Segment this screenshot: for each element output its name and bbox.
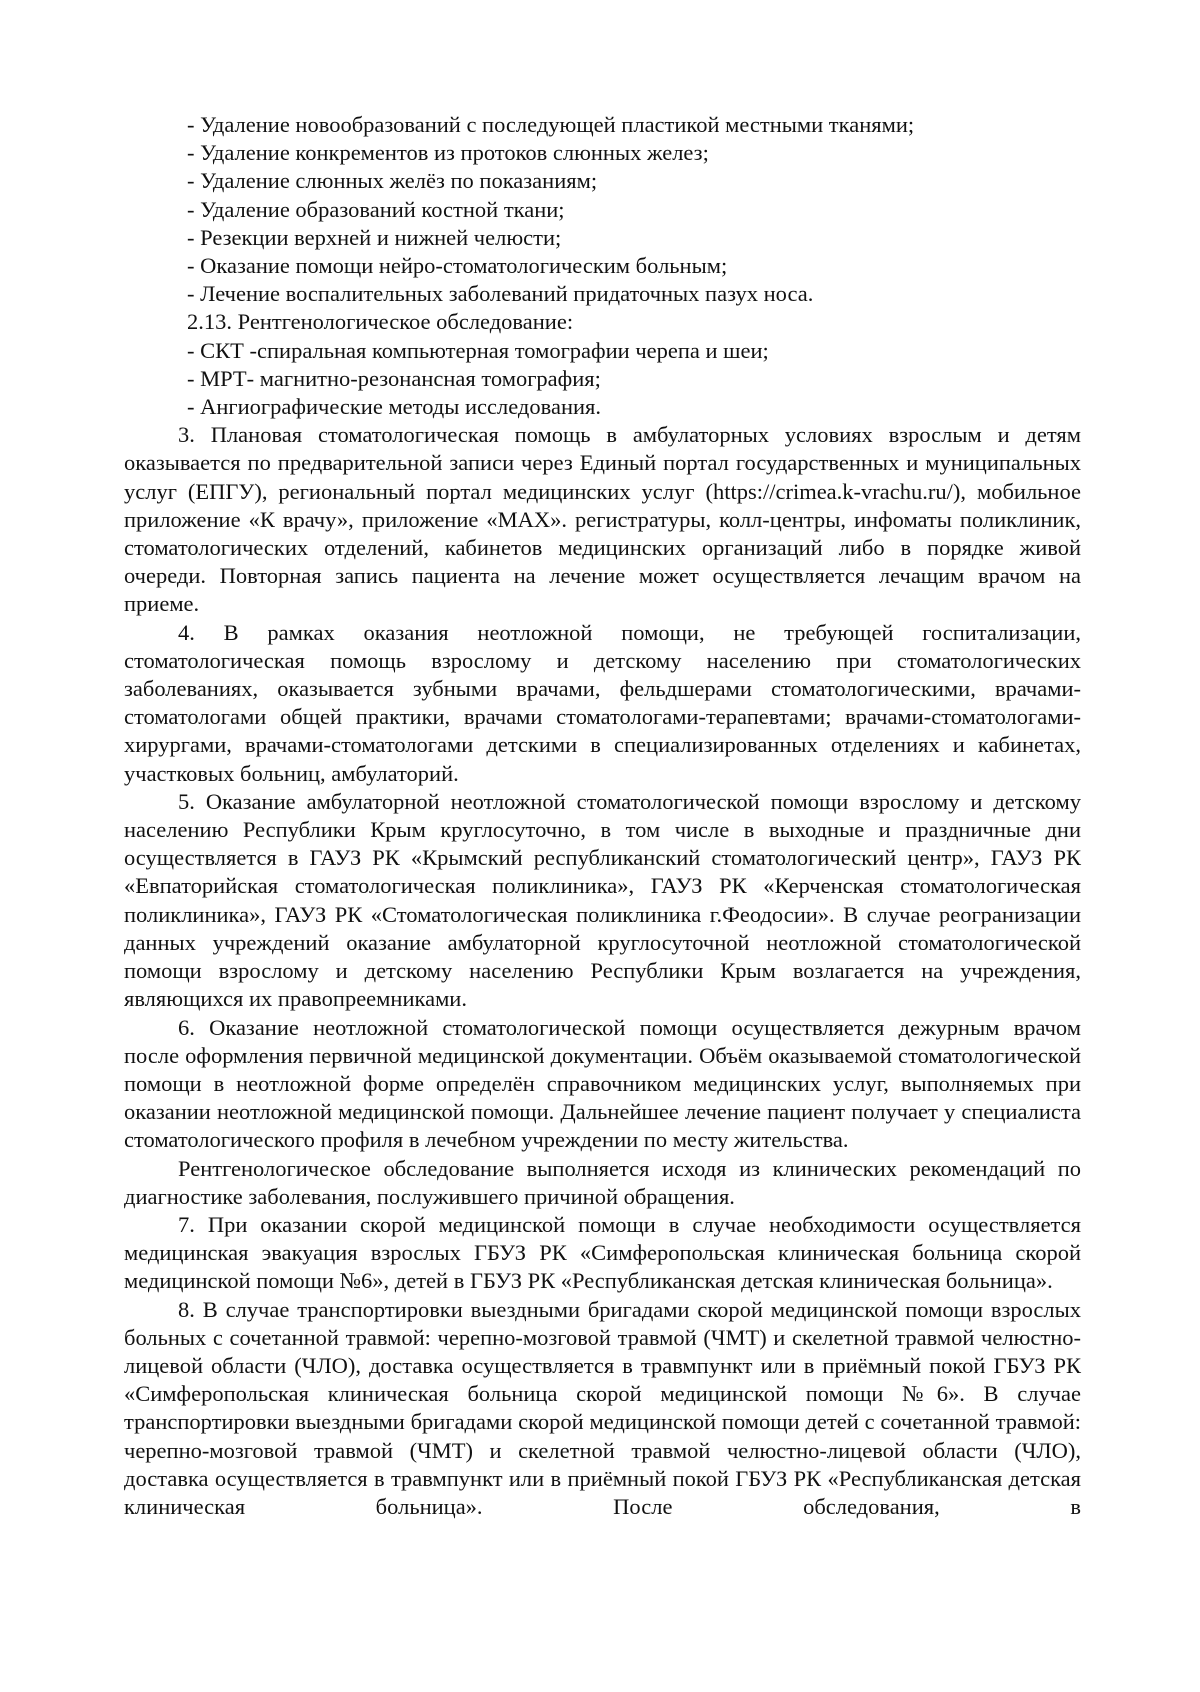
list-item-jaw-resection: - Резекции верхней и нижней челюсти;	[187, 224, 562, 250]
paragraph-3-planned-care: 3. Плановая стоматологическая помощь в амбулаторных условиях взрослым и детям оказывается по предварительной записи через Единый портал государственных и муниципальных услуг (ЕПГУ), региональный портал медицинских услуг (https://crimea.k-vrachu.ru/), мобильное приложение «К врачу», приложение «МАХ». регистратуры, колл-центры, инфоматы поликлиник, стоматологических отделений, кабинетов медицинских организаций либо в порядке живой очереди. Повторная запись пациента на лечение может осуществляется лечащим врачом на приеме.	[124, 422, 1081, 617]
paragraph-4-urgent-care: 4. В рамках оказания неотложной помощи, не требующей госпитализации, стоматологическая помощь взрослому и детскому населению при стоматологических заболеваниях, оказывается зубными врачами, фельдшерами стоматологическими, врачами-стоматологами общей практики, врачами стоматологами-терапевтами; врачами-стоматологами-хирургами, врачами-стоматологами детскими в специализированных отделениях и кабинетах, участковых больниц, амбулаторий.	[124, 619, 1081, 786]
paragraph-xray-examination: Рентгенологическое обследование выполняется исходя из клинических рекомендаций по диагностике заболевания, послужившего причиной обращения.	[124, 1155, 1081, 1209]
paragraph-7-evacuation: 7. При оказании скорой медицинской помощи в случае необходимости осуществляется медицинская эвакуация взрослых ГБУЗ РК «Симферопольская клиническая больница скорой медицинской помощи №6», детей в ГБУЗ РК «Республиканская детская клиническая больница».	[124, 1211, 1081, 1294]
list-item-mri: - МРТ- магнитно-резонансная томография;	[187, 365, 601, 391]
list-item-sinus-treatment: - Лечение воспалительных заболеваний придаточных пазух носа.	[187, 281, 814, 307]
list-item-angiography: - Ангиографические методы исследования.	[187, 394, 601, 420]
paragraph-5-round-the-clock-care: 5. Оказание амбулаторной неотложной стоматологической помощи взрослому и детскому населению Республики Крым круглосуточно, в том числе в выходные и праздничные дни осуществляется в ГАУЗ РК «Крымский республиканский стоматологический центр», ГАУЗ РК «Евпаторийская стоматологическая поликлиника», ГАУЗ РК «Керченская стоматологическая поликлиника», ГАУЗ РК «Стоматологическая поликлиника г.Феодосии». В случае реогранизации данных учреждений оказание амбулаторной круглосуточной неотложной стоматологической помощи взрослому и детскому населению Республики Крым возлагается на учреждения, являющихся их правопреемниками.	[124, 788, 1081, 1012]
list-item-tumor-removal: - Удаление новообразований с последующей пластикой местными тканями;	[187, 112, 915, 137]
section-heading-2-13: 2.13. Рентгенологическое обследование:	[187, 309, 574, 335]
paragraph-6-duty-doctor: 6. Оказание неотложной стоматологической помощи осуществляется дежурным врачом после оформления первичной медицинской документации. Объём оказываемой стоматологической помощи в неотложной форме определён справочником медицинских услуг, выполняемых при оказании неотложной медицинской помощи. Дальнейшее лечение пациент получает у специалиста стоматологического профиля в лечебном учреждении по месту жительства.	[124, 1014, 1081, 1153]
list-item-gland-removal: - Удаление слюнных желёз по показаниям;	[187, 168, 598, 194]
list-item-bone-formation-removal: - Удаление образований костной ткани;	[187, 196, 565, 222]
list-item-concrement-removal: - Удаление конкрементов из протоков слюнных желез;	[187, 140, 709, 166]
list-item-neuro-dental-care: - Оказание помощи нейро-стоматологическим больным;	[187, 253, 728, 279]
list-item-sct: - СКТ -спиральная компьютерная томографии черепа и шеи;	[187, 337, 769, 363]
document-text	[124, 111, 1081, 1521]
paragraph-8-transportation: 8. В случае транспортировки выездными бригадами скорой медицинской помощи взрослых больных с сочетанной травмой: черепно-мозговой травмой (ЧМТ) и скелетной травмой челюстно-лицевой области (ЧЛО), доставка осуществляется в травмпункт или в приёмный покой ГБУЗ РК «Симферопольская клиническая больница скорой медицинской помощи №6». В случае транспортировки выездными бригадами скорой медицинской помощи детей с сочетанной травмой: черепно-мозговой травмой (ЧМТ) и скелетной травмой челюстно-лицевой области (ЧЛО), доставка осуществляется в травмпункт или в приёмный покой ГБУЗ РК «Республиканская детская клиническая больница». После обследования, в	[124, 1296, 1081, 1519]
